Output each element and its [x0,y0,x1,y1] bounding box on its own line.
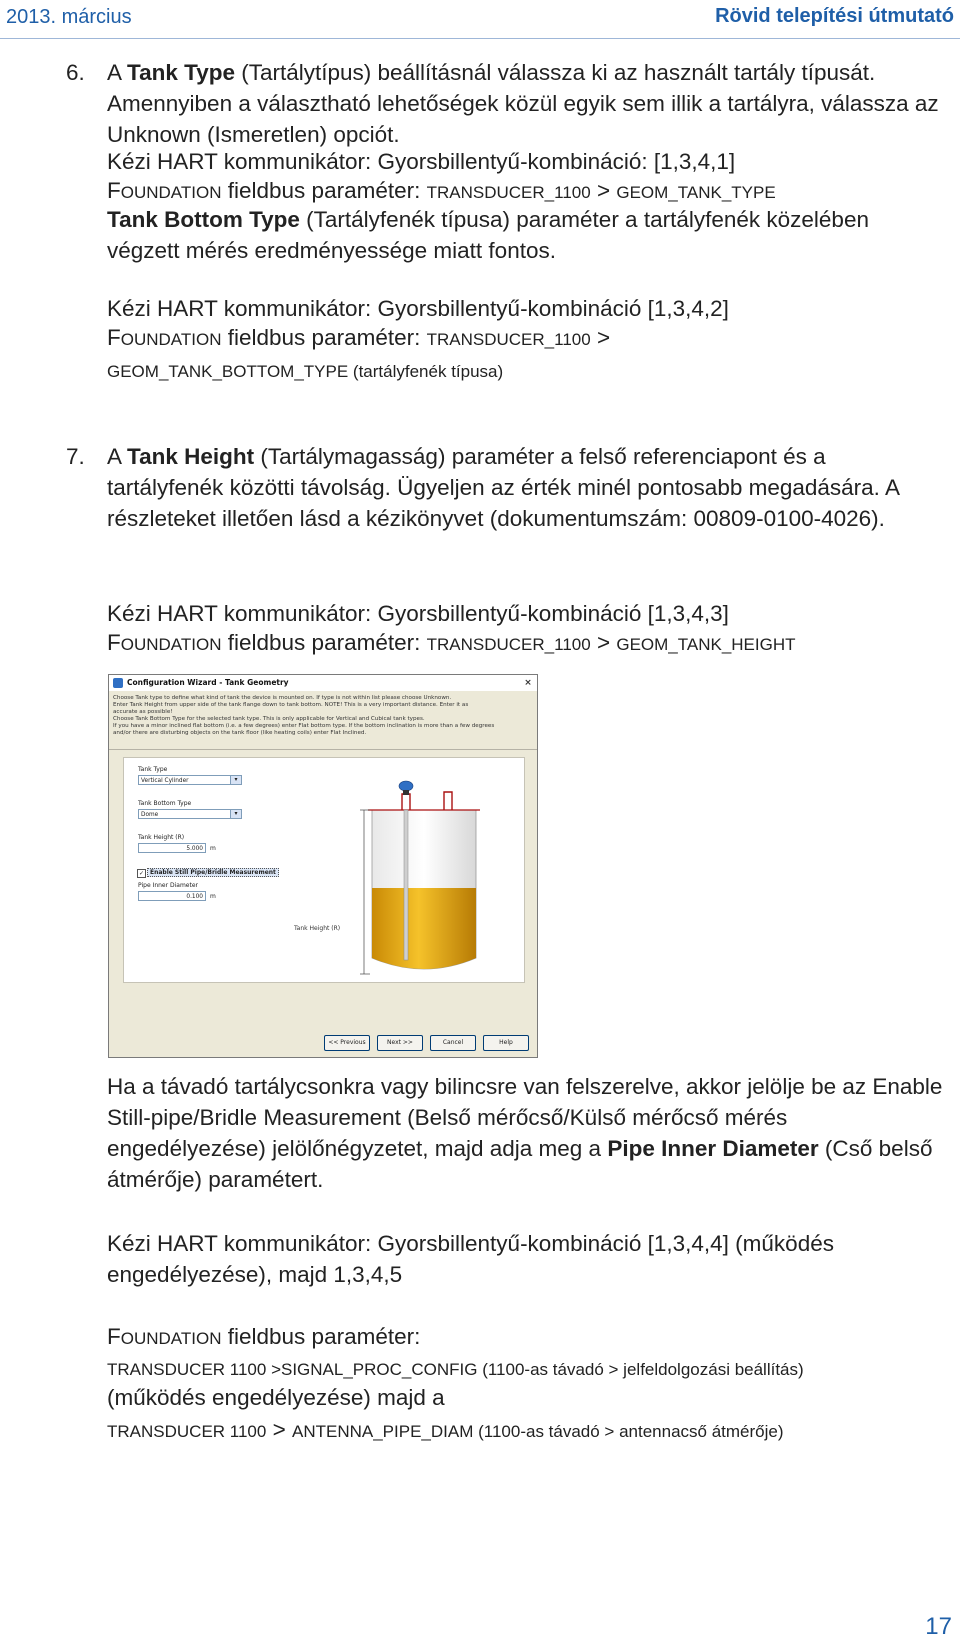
step7-hart: Kézi HART kommunikátor: Gyorsbillentyű-kombináció [1,3,4,3] [107,601,729,626]
pipe-diam-label: Pipe Inner Diameter [138,882,199,889]
step6-hart: Kézi HART kommunikátor: Gyorsbillentyű-kombináció: [1,3,4,1] [107,149,736,174]
after-line2: (működés engedélyezése) majd a [107,1385,445,1410]
ff-prefix: F [107,325,121,350]
wizard-buttons [317,1035,529,1051]
help-button[interactable]: Help [483,1035,529,1051]
wizard-app-icon [113,678,123,688]
chevron-down-icon[interactable]: ▾ [230,810,241,818]
wizard-instruction-line: Choose Tank Bottom Type for the selected tank type. This is only applicable for Vertical and Cubical tank types. [113,716,425,722]
ff-text: fieldbus paraméter: [221,325,427,350]
previous-button[interactable]: << Previous [324,1035,370,1051]
after-line3 [107,1414,947,1447]
step7-text-b: (Tartálymagasság) paraméter a felső referenciapont és a tartályfenék közötti távolság. Ügyeljen az érték minél pontosabb megadására. A részleteket illetően lásd a kézikönyvet (dokumentumszám: 00809-0100-4026). [107,444,899,531]
wizard-instructions [113,695,523,737]
ff-note: (1100-as távadó > antennacső átmérője) [473,1422,784,1441]
step6b-hart: Kézi HART kommunikátor: Gyorsbillentyű-kombináció [1,3,4,2] [107,296,729,321]
ff-param: TRANSDUCER 1100 >SIGNAL_PROC_CONFIG [107,1360,478,1379]
nozzle-right [444,792,452,810]
ff-smallcaps: OUNDATION [120,330,222,349]
wizard-instruction-line: accurate as possible! [113,709,173,715]
ff-note: (1100-as távadó > jelfeldolgozási beállítás) [477,1360,804,1379]
ff-text: fieldbus paraméter: [221,1324,421,1349]
step6b-foundation [107,322,947,355]
tank-type-term: Tank Type [127,60,235,85]
wizard-divider [109,749,537,750]
wizard-title: Configuration Wizard - Tank Geometry [127,678,289,687]
ff-param: TRANSDUCER_1100 [426,183,591,202]
step-number-7: 7. [66,444,85,469]
wizard-instruction-line: Choose Tank type to define what kind of tank the device is mounted on. If type is not within list please choose Unknown. [113,695,452,701]
tank-height-input[interactable]: 5.000 [138,843,206,853]
after-text-b: (Cső belső átmérője) paramétert. [107,1136,933,1192]
step7-text-a: A [107,444,128,469]
tank-bottom-term: Tank Bottom Type [107,207,300,232]
ff-gt: > [590,630,617,655]
nozzle-left [402,794,410,810]
page-number: 17 [925,1613,952,1640]
cancel-button[interactable]: Cancel [430,1035,476,1051]
step6b-foundation-param [107,354,947,387]
still-pipe-checkbox[interactable]: ✓ [138,870,145,877]
ff-param: TRANSDUCER 1100 [107,1422,267,1441]
next-button[interactable]: Next >> [377,1035,423,1051]
after-text-a: Ha a távadó tartálycsonkra vagy bilincsre van felszerelve, akkor jelölje be az Enable Still-pipe/Bridle Measurement (Belső mérőcső/Külső mérőcső mérés engedélyezése) jelölőnégyzetet, majd adja meg a [107,1074,943,1161]
tank-bottom-label: Tank Bottom Type [138,800,192,807]
wizard-titlebar [109,675,537,691]
step-number-6: 6. [66,60,85,85]
transmitter-head [399,781,413,791]
step6-text [107,57,947,150]
still-pipe-paragraph [107,1071,947,1195]
tank-height-label: Tank Height (R) [138,834,185,841]
ff-text: fieldbus paraméter: [221,178,427,203]
ff-param2: ANTENNA_PIPE_DIAM [292,1422,474,1441]
ff-prefix: F [107,1324,121,1349]
step7-text [107,441,947,534]
diagram-height-label: Tank Height (R) [294,925,341,932]
still-pipe [404,810,408,960]
step6-text-b: (Tartálytípus) beállításnál válassza ki az használt tartály típusát. Amennyiben a választható lehetőségek közül egyik sem illik a tartályra, válassza az Unknown (Ismeretlen) opciót. [107,60,939,147]
tank-height-term: Tank Height [127,444,255,469]
tank-bottom-value: Dome [141,812,159,818]
ff-smallcaps: OUNDATION [120,183,222,202]
tank-type-value: Vertical Cylinder [141,778,189,784]
header-title: Rövid telepítési útmutató [715,5,954,27]
ff-gt: > [590,178,617,203]
chevron-down-icon[interactable]: ▾ [230,776,241,784]
pipe-inner-diameter-term: Pipe Inner Diameter [607,1136,819,1161]
after-hart: Kézi HART kommunikátor: Gyorsbillentyű-kombináció [1,3,4,4] (működés engedélyezése), majd 1,3,4,5 [107,1231,834,1287]
tank-liquid [372,888,476,969]
tank-height-unit: m [210,845,216,852]
pipe-diam-unit: m [210,893,216,900]
ff-smallcaps: OUNDATION [120,635,222,654]
transmitter-neck [403,790,409,795]
step6-text-a: A [107,60,128,85]
ff-gt: > [590,325,611,350]
step7-foundation [107,627,947,660]
tank-diagram [124,758,524,982]
still-pipe-label[interactable]: Enable Still Pipe/Bridle Measurement [147,868,279,877]
header-date: 2013. március [6,6,132,28]
step6-bottom-desc: (Tartályfenék típusa) paraméter a tartályfenék közelében végzett mérés eredményessége miatt fontos. [107,207,869,263]
tank-type-label: Tank Type [138,766,168,773]
wizard-panel [123,757,525,983]
wizard-screenshot [108,674,538,1058]
ff-note: (tartályfenék típusa) [348,362,504,381]
close-icon[interactable]: × [524,678,532,688]
ff-param2: GEOM_TANK_TYPE [616,183,776,202]
ff-prefix: F [107,178,121,203]
after-foundation [107,1321,947,1354]
ff-gt: > [266,1417,292,1442]
step6-bottom-text [107,204,947,266]
after-line1 [107,1352,947,1385]
wizard-instruction-line: Enter Tank Height from upper side of the tank flange down to tank bottom. NOTE! This is a very important distance. Enter it as [113,702,469,708]
ff-param: TRANSDUCER_1100 [426,635,591,654]
ff-smallcaps: OUNDATION [120,1329,222,1348]
ff-param2: GEOM_TANK_HEIGHT [616,635,796,654]
ff-param: TRANSDUCER_1100 [426,330,591,349]
pipe-diam-input[interactable]: 0.100 [138,891,206,901]
ff-param2: GEOM_TANK_BOTTOM_TYPE [107,362,349,381]
wizard-instruction-line: If you have a minor inclined flat bottom (i.e. a few degrees) enter Flat bottom type. If the bottom inclination is more than a few degrees [113,723,495,729]
ff-prefix: F [107,630,121,655]
header-divider [0,38,960,39]
wizard-instruction-line: and/or there are disturbing objects on the tank floor (like heating coils) enter Flat Inclined. [113,730,367,736]
ff-text: fieldbus paraméter: [221,630,427,655]
